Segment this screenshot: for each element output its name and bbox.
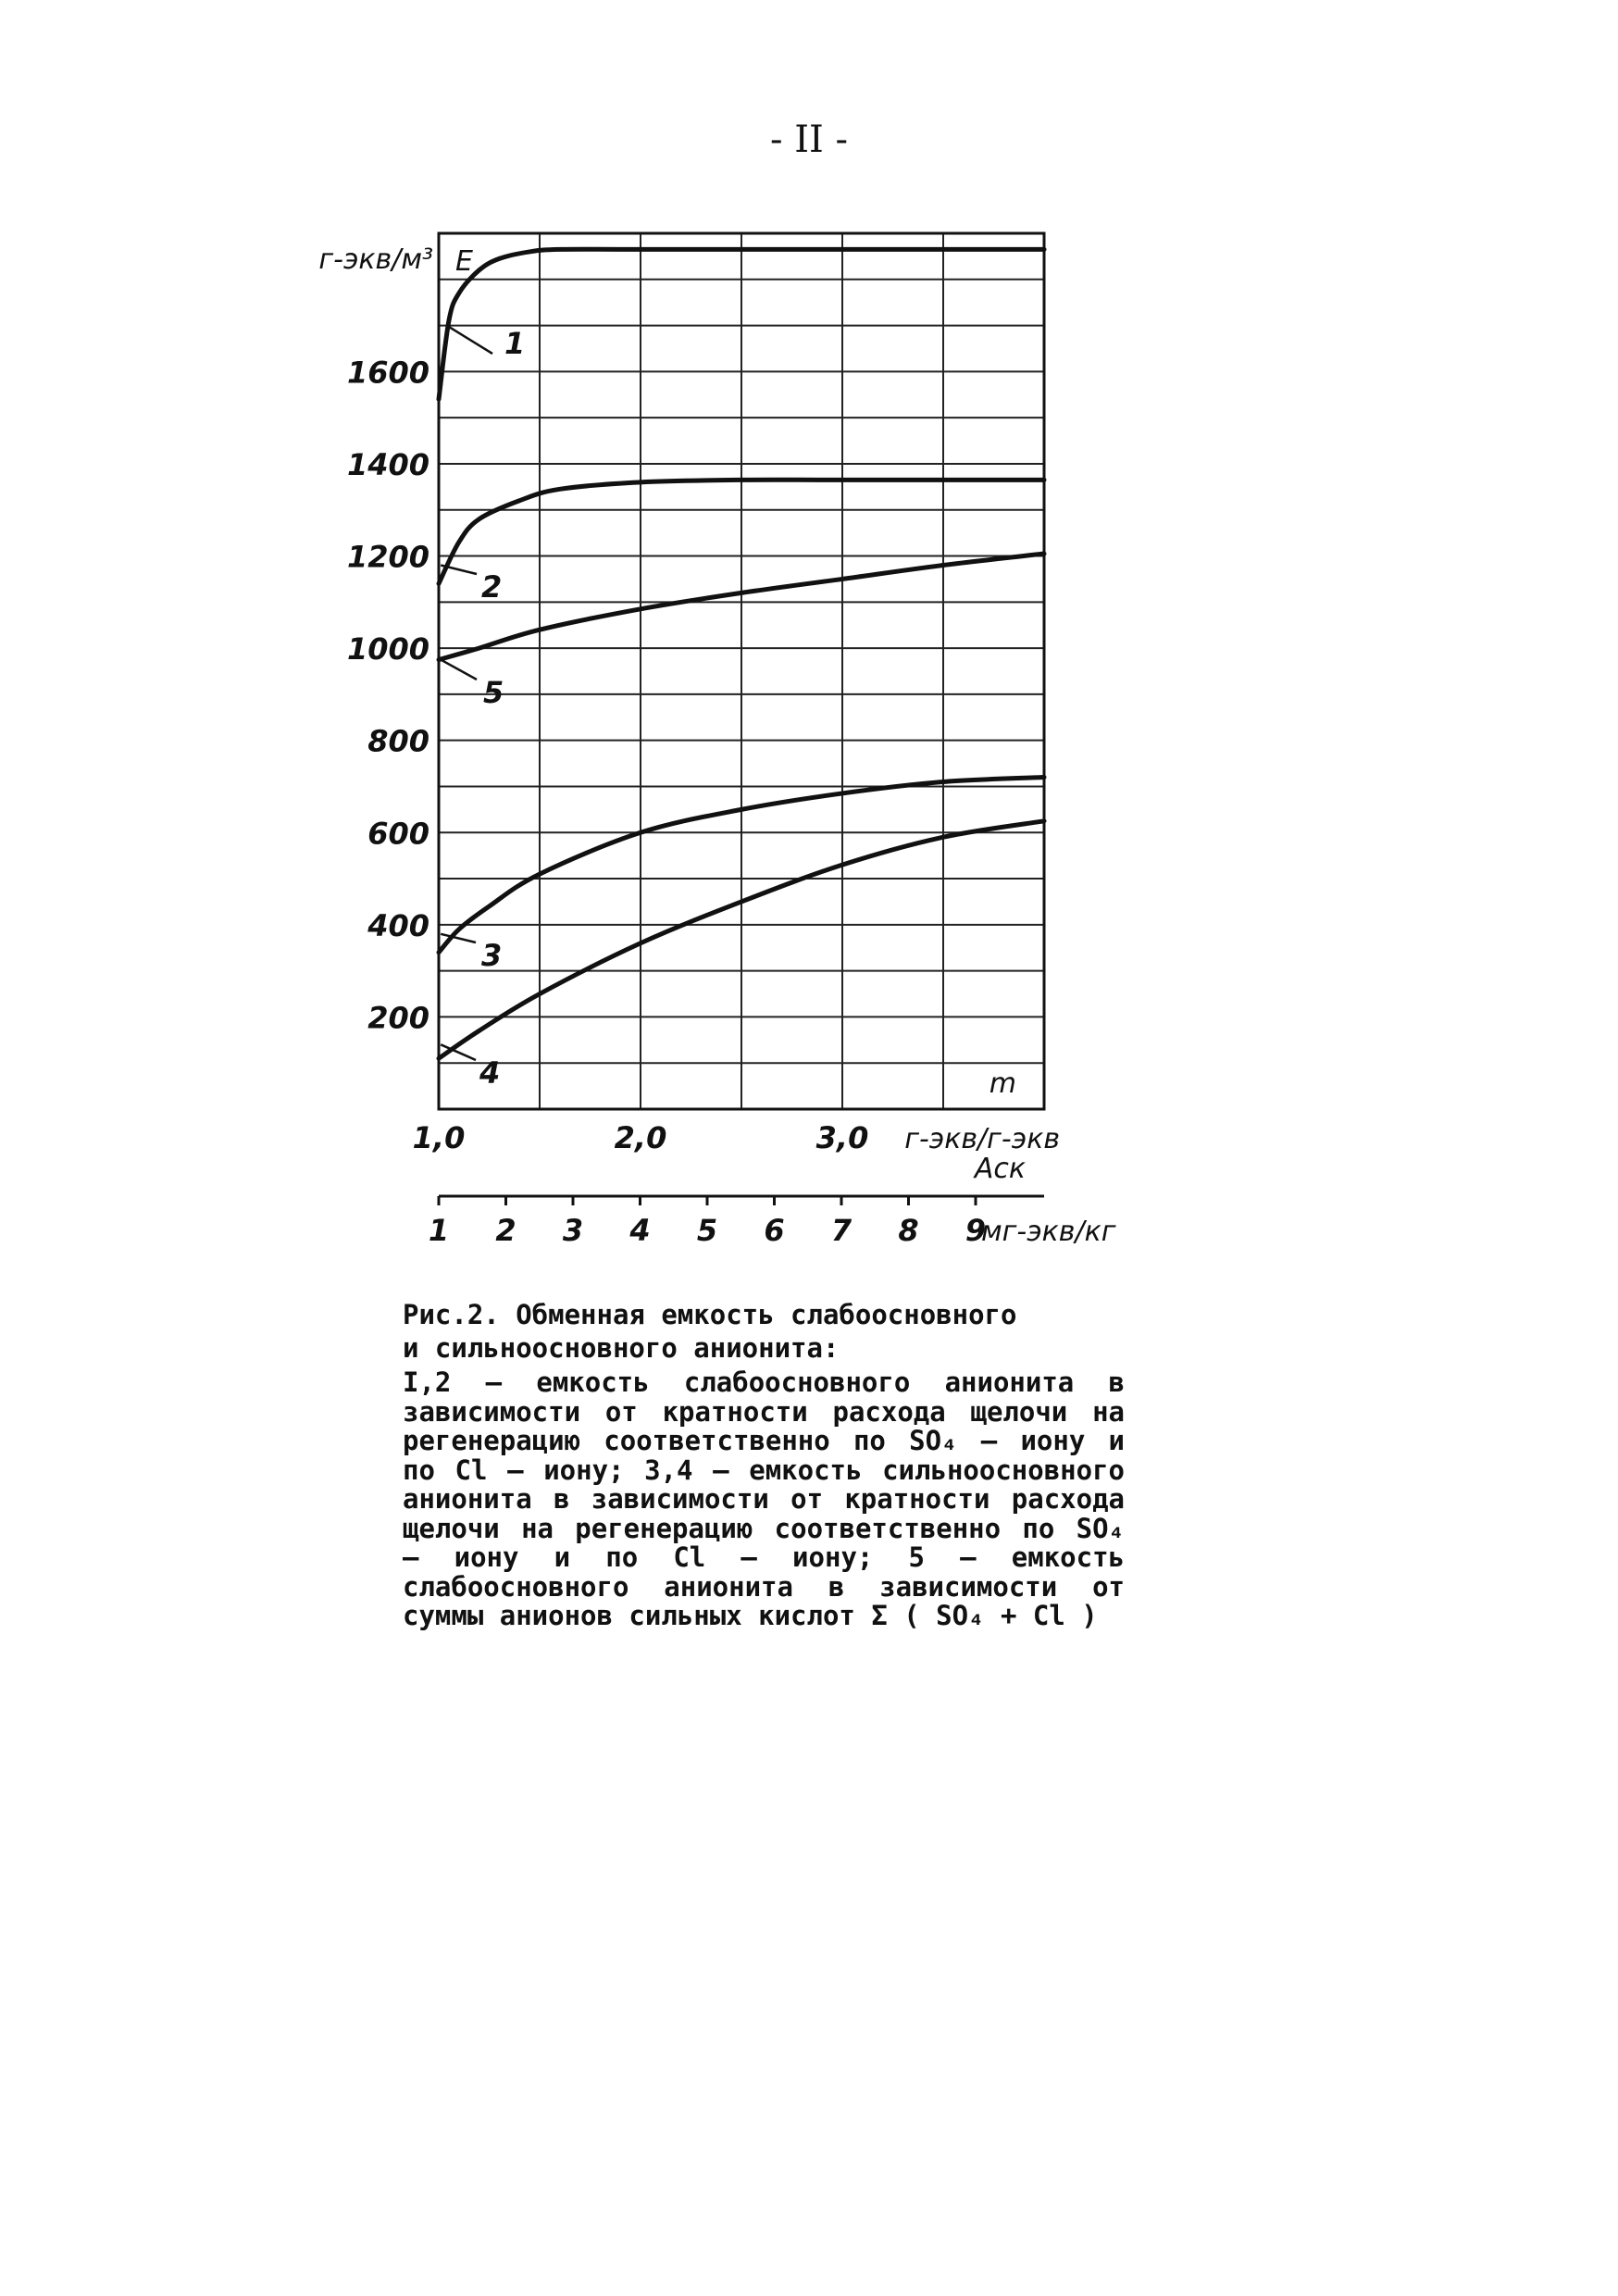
figure-caption-title: Рис.2. Обменная емкость слабоосновного и сильноосновного анионита: (403, 1299, 1017, 1364)
x-axis-unit: г-экв/г-экв (904, 1123, 1060, 1155)
curve-3-label: 3 (481, 938, 503, 973)
curve-5-label: 5 (483, 675, 504, 710)
y-tick-label: 1200 (346, 539, 429, 575)
x-tick-label: 2,0 (614, 1120, 667, 1155)
secondary-tick-label: 4 (629, 1213, 651, 1248)
secondary-axis-label: Аск (974, 1153, 1026, 1185)
curve-1-leader (447, 326, 492, 354)
figure-caption-body: I,2 – емкость слабоосновного анионита в зависимости от кратности расхода щелочи на регенерацию соответственно по SO₄ – иону и по Cl – иону; 3,4 – емкость сильноосновного анионита в зависимости от кратности расхода щелочи на регенерацию соответственно по SO₄ – иону и по Cl – иону; 5 – емкость слабоосновного анионита в зависимости от суммы анионов сильных кислот Σ ( SO₄ + Cl ) (403, 1366, 1125, 1631)
y-axis-unit: г-экв/м³ (318, 243, 433, 276)
y-tick-label: 1600 (346, 355, 429, 391)
secondary-tick-label: 1 (428, 1213, 450, 1248)
x-axis-label: m (989, 1067, 1016, 1100)
y-tick-label: 1000 (346, 631, 429, 668)
page-number: - II - (769, 119, 849, 161)
y-tick-label: 400 (367, 907, 429, 943)
x-tick-label: 3,0 (815, 1120, 869, 1155)
y-tick-label: 200 (367, 1000, 429, 1036)
y-tick-label: 600 (367, 816, 429, 852)
secondary-tick-label: 3 (562, 1213, 584, 1248)
secondary-tick-label: 8 (898, 1213, 919, 1248)
secondary-tick-label: 6 (764, 1213, 785, 1248)
secondary-tick-label: 9 (965, 1213, 987, 1248)
y-tick-label: 1400 (346, 446, 429, 482)
secondary-axis-unit: мг-экв/кг (981, 1216, 1116, 1248)
x-tick-label: 1,0 (412, 1120, 466, 1155)
curve-4-label: 4 (479, 1055, 501, 1091)
y-axis-label: E (455, 245, 473, 278)
secondary-tick-label: 7 (830, 1213, 853, 1248)
curve-2-label: 2 (481, 569, 503, 605)
secondary-tick-label: 5 (696, 1213, 718, 1248)
secondary-tick-label: 2 (495, 1213, 517, 1248)
curve-1-label: 1 (504, 326, 526, 361)
curve-5-leader (441, 660, 477, 680)
y-tick-label: 800 (367, 723, 429, 759)
